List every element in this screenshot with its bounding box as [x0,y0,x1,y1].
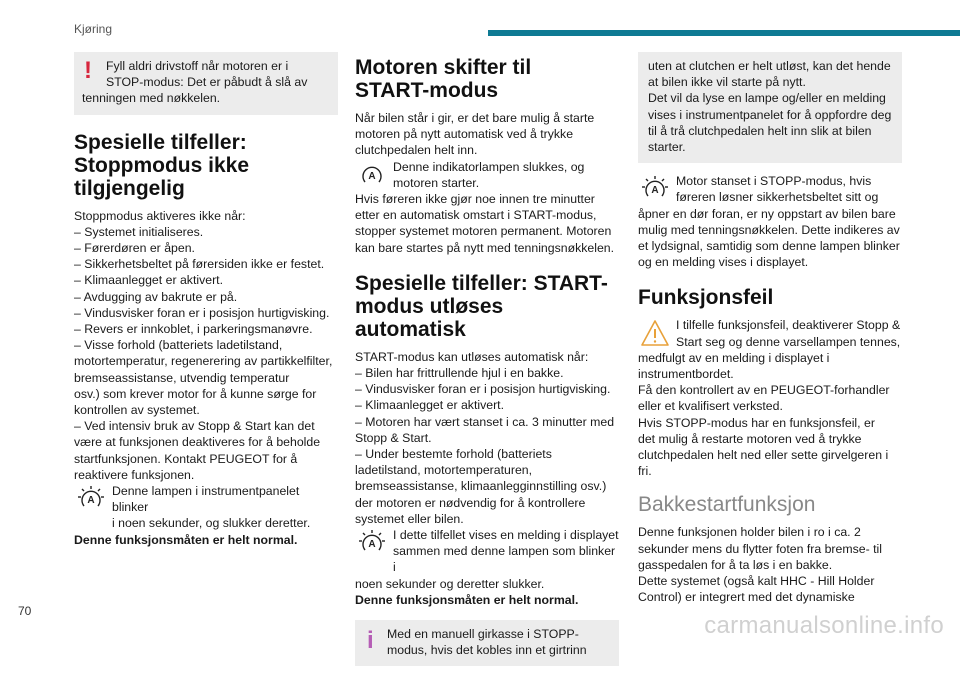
lamp-note-continued: noen sekunder og deretter slukker. [355,576,545,591]
header-accent-bar [488,30,960,36]
info-icon: i [367,627,374,655]
column-3 [638,52,902,605]
heading-hill-start: Bakkestartfunksjon [638,493,816,517]
header-title: Kjøring [74,22,113,36]
svg-text:A: A [368,539,376,551]
warning-line: Fyll aldri drivstoff når motoren er i [106,59,289,73]
start-mode-text-2: Hvis føreren ikke gjør noe innen tre minutter etter en automatisk omstart i START-modus, stopper systemet motoren permanent. Motoren kan bare startes på nytt med tenningsnøkkelen. [355,192,615,255]
info-box-continued: uten at clutchen er helt utløst, kan det hende at bilen ikke vil starte på nytt. Det vil da lyse en lampe og/eller en melding vises i instrumentpanelet for å oppfordre deg til å trå clutchpedalen helt inn slik at bilen starter. [638,52,902,163]
normal-operation-note: Denne funksjonsmåten er helt normal. [355,592,579,607]
warning-lamp-note: I tilfelle funksjonsfeil, deaktiverer Stopp & Start seg og denne varsellampen tennes, [638,317,902,349]
page-number: 70 [18,604,32,618]
svg-text:A: A [368,170,376,182]
warning-line: STOP-modus: Det er påbudt å slå av [106,75,308,90]
heading-stop-mode-unavailable: Spesielle tilfeller: Stoppmodus ikke tilgjengelig [74,130,250,200]
svg-text:A: A [87,495,95,507]
lamp-note-continued: åpner en dør foran, er ny oppstart av bilen bare mulig med tenningsnøkkelen. Dette indikeres av et lydsignal, samtidig som denne lampen blinker og en melding vises i displayet. [638,206,900,270]
lamp-note: A I dette tilfellet vises en melding i displayet sammen med denne lampen som blinker i [355,527,619,576]
svg-text:A: A [651,185,659,197]
stop-start-lamp-icon [638,174,672,204]
start-mode-auto-conditions: START-modus kan utløses automatisk når: – Bilen har frittrullende hjul i en bakke. – Vindusvisker foran er i posisjon hurtigvisking. – Klimaanlegget er aktivert. – Motoren har vært stanset i ca. 3 minutter med Stopp & Start. – Under bestemte forhold (batteriets ladetilstand, motortemperaturen, bremseassistanse, klimaanlegginnstilling osv.) der motoren er nødvendig for å kontrollere systemet eller bilen. [355,349,615,526]
heading-start-mode-auto: Spesielle tilfeller: START- modus utløses automatisk [355,271,608,341]
warning-box [74,52,338,115]
heading-start-mode: Motoren skifter til START-modus [355,56,532,102]
stop-start-lamp-icon [74,484,108,514]
heading-malfunction: Funksjonsfeil [638,286,774,310]
column-1 [74,52,338,548]
warning-exclamation-icon: ! [84,57,92,84]
watermark: carmanualsonline.info [704,612,944,639]
lamp-note: A Denne lampen i instrumentpanelet blinker i noen sekunder, og slukker deretter. [74,483,338,532]
start-mode-text: Når bilen står i gir, er det bare mulig å starte motoren på nytt automatisk ved å trykke clutchpedalen helt inn. [355,111,595,158]
stop-start-lamp-icon [355,528,389,558]
hill-start-text: Denne funksjonen holder bilen i ro i ca. 2 sekunder mens du flytter foten fra bremse- til gasspedalen for å ta løs i en bakke. Dette systemet (også kalt HHC - Hill Holder Control) er integrert med det dynamiske [638,525,882,605]
column-2 [355,52,619,676]
normal-operation-note: Denne funksjonsmåten er helt normal. [74,532,298,547]
malfunction-text: medfulgt av en melding i displayet i instrumentbordet. Få den kontrollert av en PEUGEOT-forhandler eller et kvalifisert verksted. Hvis STOPP-modus har en funksjonsfeil, er det mulig å restarte motoren ved å trykke clutchpedalen helt ned eller sette girvelgeren i fri. [638,350,890,479]
warning-line: tenningen med nøkkelen. [82,91,221,106]
warning-triangle-icon [638,318,672,348]
info-box: i Med en manuell girkasse i STOPP- modus, hvis det kobles inn et girtrinn [355,620,619,666]
stop-mode-conditions: Stoppmodus aktiveres ikke når: – Systemet initialiseres. – Førerdøren er åpen. – Sikkerhetsbeltet på førersiden ikke er festet. – Klimaanlegget er aktivert. – Avdugging av bakrute er på. – Vindusvisker foran er i posisjon hurtigvisking. – Revers er innkoblet, i parkeringsmanøvre. – Visse forhold (batteriets ladetilstand, motortemperatur, regenerering av partikkelfilter, bremseassistanse, utvendig temperatur osv.) som krever motor for å kunne sørge for kontrollen av systemet. – Ved intensiv bruk av Stopp & Start kan det være at funksjonen deaktiveres for å beholde startfunksjonen. Kontakt PEUGEOT for å reaktivere funksjonen. [74,208,333,482]
lamp-note: A Denne indikatorlampen slukkes, og motoren starter. [355,159,619,191]
stop-start-lamp-icon [355,160,389,190]
lamp-note: A Motor stanset i STOPP-modus, hvis føreren løsner sikkerhetsbeltet sitt og [638,173,902,205]
